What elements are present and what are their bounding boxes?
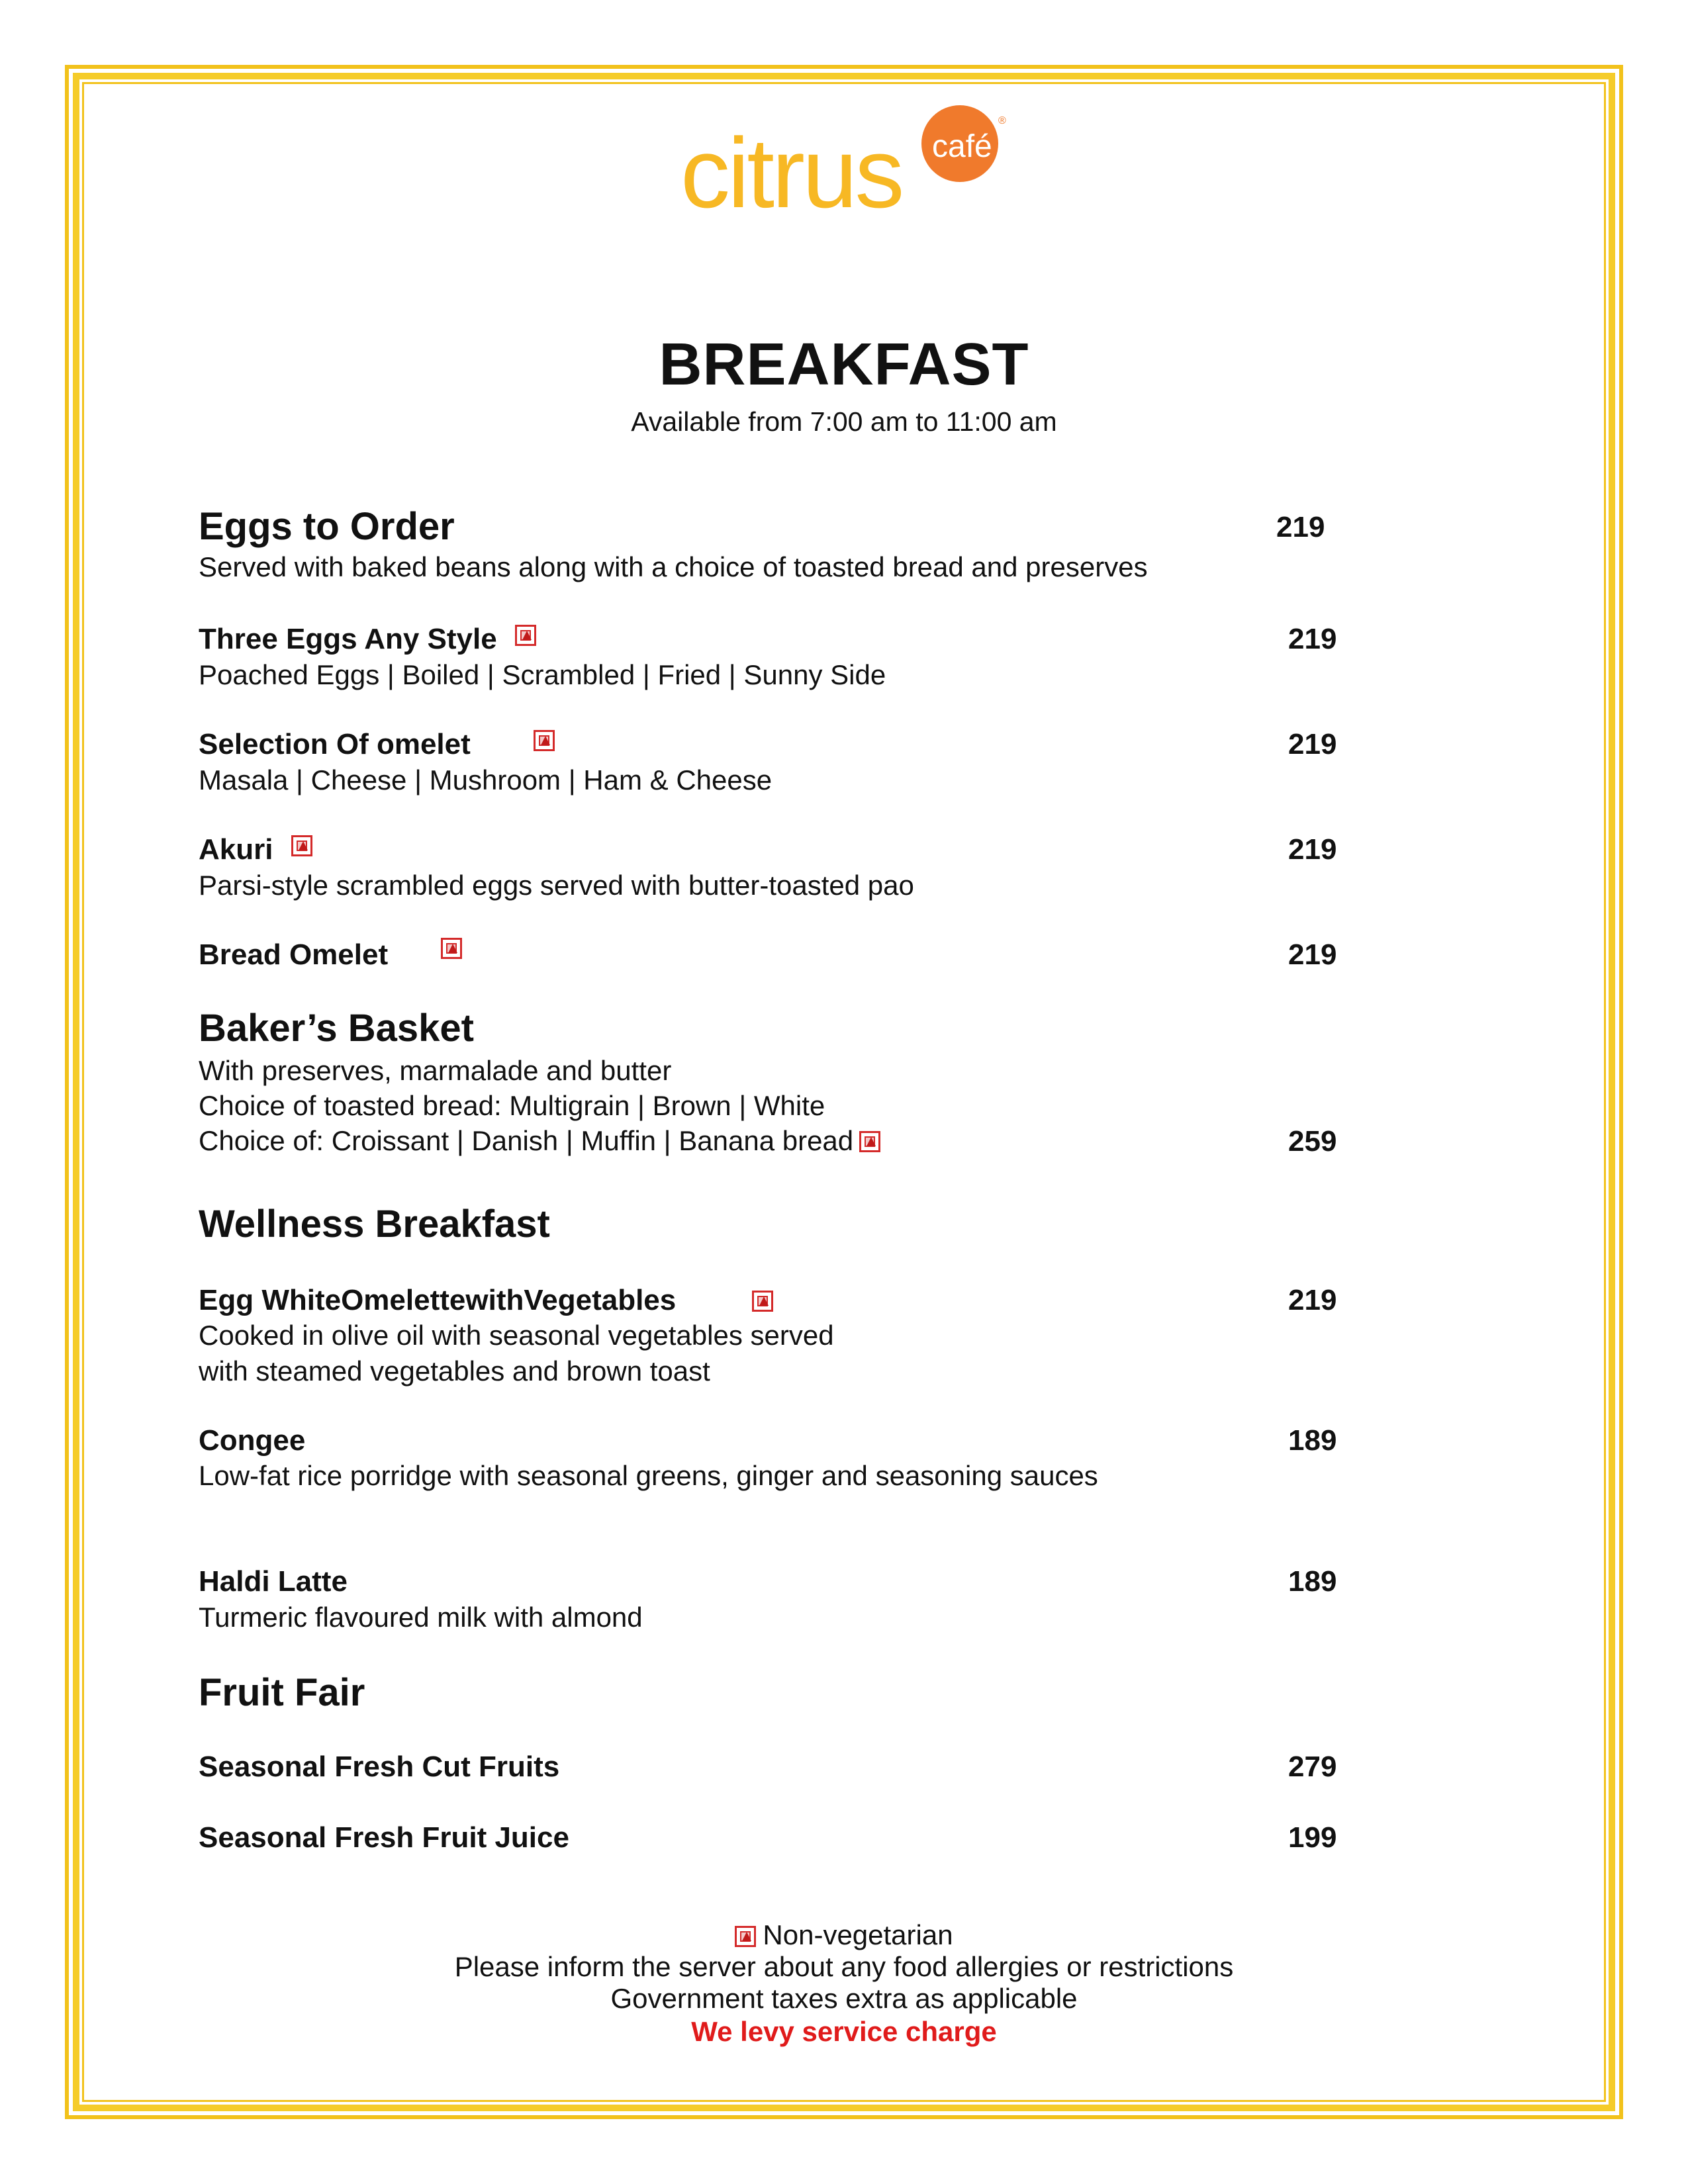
menu-hours: Available from 7:00 am to 11:00 am	[631, 406, 1057, 437]
menu-item-name: Seasonal Fresh Fruit Juice	[199, 1821, 569, 1854]
logo-wordmark: citrus	[680, 117, 902, 222]
non-veg-icon	[752, 1291, 773, 1312]
allergy-note: Please inform the server about any food allergies or restrictions	[454, 1951, 1234, 1982]
section-desc-eggs: Served with baked beans along with a choice of toasted bread and preserves	[199, 551, 1148, 582]
menu-item-name: Akuri	[199, 833, 273, 866]
non-veg-icon	[291, 835, 312, 856]
menu-item-price: 219	[1288, 1284, 1337, 1316]
section-heading-wellness: Wellness Breakfast	[199, 1203, 550, 1246]
logo-registered-mark: ®	[998, 115, 1006, 126]
menu-item-price: 219	[1288, 728, 1337, 760]
menu-item-name: Three Eggs Any Style	[199, 623, 497, 655]
non-veg-icon	[735, 1926, 756, 1947]
section-line: Choice of: Croissant | Danish | Muffin | Banana bread	[199, 1125, 854, 1156]
non-veg-icon	[515, 625, 536, 646]
non-veg-icon	[859, 1131, 880, 1152]
non-veg-legend	[0, 1919, 1688, 1951]
menu-item-price: 219	[1288, 833, 1337, 866]
menu-item-price: 189	[1288, 1565, 1337, 1598]
legend-label: Non-vegetarian	[763, 1919, 953, 1950]
citrus-cafe-logo	[675, 103, 1013, 222]
menu-item-name: Selection Of omelet	[199, 728, 471, 760]
menu-item-price: 199	[1288, 1821, 1337, 1854]
section-line: With preserves, marmalade and butter	[199, 1055, 672, 1086]
menu-item-desc: Masala | Cheese | Mushroom | Ham & Cheese	[199, 764, 773, 796]
logo-cafe-tag: café	[932, 129, 992, 164]
menu-item-desc: Turmeric flavoured milk with almond	[199, 1602, 643, 1633]
section-price-eggs: 219	[1276, 511, 1325, 543]
section-heading-fruit: Fruit Fair	[199, 1671, 365, 1714]
tax-note: Government taxes extra as applicable	[610, 1983, 1078, 2014]
section-price-baker: 259	[1288, 1125, 1337, 1158]
menu-item-name: Congee	[199, 1424, 306, 1457]
section-heading-eggs: Eggs to Order	[199, 505, 455, 548]
menu-item-name: Seasonal Fresh Cut Fruits	[199, 1751, 560, 1783]
menu-item-desc: Poached Eggs | Boiled | Scrambled | Fried | Sunny Side	[199, 659, 886, 690]
menu-item-desc: Cooked in olive oil with seasonal vegetables served	[199, 1320, 834, 1351]
menu-item-desc: Parsi-style scrambled eggs served with butter-toasted pao	[199, 870, 914, 901]
menu-item-price: 219	[1288, 938, 1337, 971]
non-veg-icon	[534, 730, 555, 751]
menu-item-name: Haldi Latte	[199, 1565, 348, 1598]
menu-item-name: Egg WhiteOmelettewithVegetables	[199, 1284, 677, 1316]
menu-item-desc: Low-fat rice porridge with seasonal greens, ginger and seasoning sauces	[199, 1460, 1098, 1491]
menu-title: BREAKFAST	[659, 332, 1029, 398]
menu-item-price: 219	[1288, 623, 1337, 655]
section-line: Choice of toasted bread: Multigrain | Brown | White	[199, 1090, 825, 1121]
non-veg-icon	[441, 938, 462, 959]
menu-item-price: 189	[1288, 1424, 1337, 1457]
section-heading-baker: Baker’s Basket	[199, 1007, 474, 1050]
service-charge-note: We levy service charge	[691, 2016, 997, 2047]
menu-item-name: Bread Omelet	[199, 938, 389, 971]
menu-item-price: 279	[1288, 1751, 1337, 1783]
menu-item-desc: with steamed vegetables and brown toast	[199, 1355, 710, 1387]
